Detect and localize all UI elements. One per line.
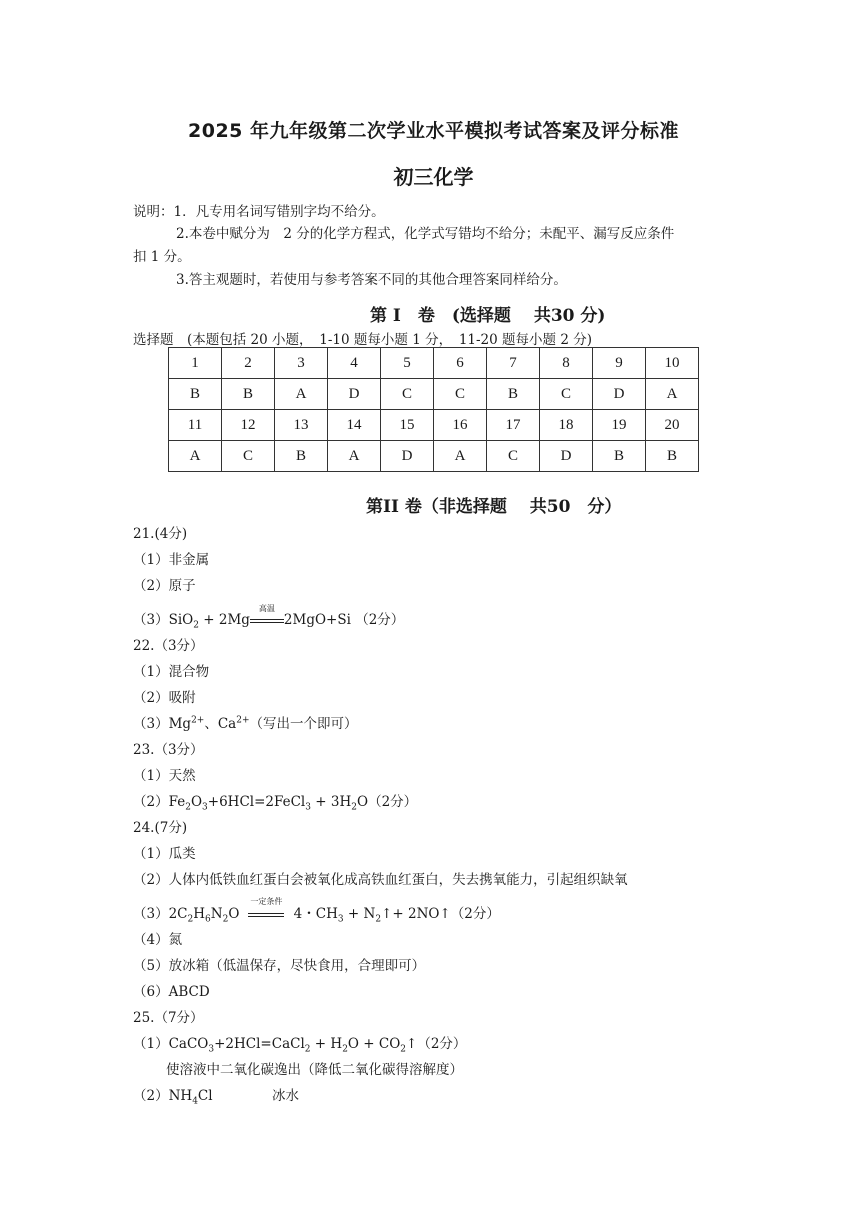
formula-sub: 2	[193, 620, 199, 631]
table-cell: A	[646, 379, 699, 410]
q23-a1: （1）天然	[133, 768, 196, 784]
formula-sub: 3	[337, 914, 344, 925]
formula-text: + 3H	[311, 794, 352, 810]
formula-text: + H	[310, 1036, 343, 1052]
q22-a3	[133, 712, 358, 732]
q24-a2: （2）人体内低铁血红蛋白会被氧化成高铁血红蛋白，失去携氧能力，引起组织缺氧	[133, 872, 628, 888]
table-cell: D	[381, 441, 434, 472]
table-cell: 10	[646, 348, 699, 379]
formula-sub: 2	[342, 1044, 348, 1055]
formula-text: O + CO	[347, 1036, 401, 1052]
q24-a3	[133, 897, 500, 925]
table-cell: A	[434, 441, 487, 472]
formula-text: O（2分）	[357, 794, 418, 810]
table-cell: A	[169, 441, 222, 472]
table-row	[169, 441, 699, 472]
formula-sub: 3	[202, 802, 208, 813]
table-row	[169, 348, 699, 379]
q24-a1: （1）瓜类	[133, 846, 196, 862]
q21-a2: （2）原子	[133, 578, 196, 594]
note-1: 说明：1．凡专用名词写错别字均不给分。	[133, 204, 385, 220]
table-cell: 16	[434, 410, 487, 441]
formula-text: 、Ca	[204, 716, 237, 732]
formula-sub: 6	[205, 914, 211, 925]
formula-text: N	[210, 906, 223, 922]
q22-a2: （2）吸附	[133, 690, 196, 706]
q24-a4: （4）氮	[133, 932, 183, 948]
page-title: 2025 年九年级第二次学业水平模拟考试答案及评分标准	[188, 120, 679, 142]
q23-head: 23.（3分）	[133, 742, 204, 758]
table-cell: B	[593, 441, 646, 472]
table-cell: 6	[434, 348, 487, 379]
q25-a1	[133, 1032, 466, 1055]
q24-a6: （6）ABCD	[133, 984, 210, 1000]
formula-text: ↑+ 2NO↑（2分）	[381, 906, 500, 922]
table-cell: 17	[487, 410, 540, 441]
q24-a5: （5）放冰箱（低温保存，尽快食用，合理即可）	[133, 958, 426, 974]
table-cell: B	[222, 379, 275, 410]
formula-text: H	[193, 906, 206, 922]
condition-label: 一定条件	[250, 897, 283, 906]
formula-text: （3）2C	[133, 906, 188, 922]
table-cell: C	[381, 379, 434, 410]
table-cell: B	[646, 441, 699, 472]
formula-sup: 2+	[236, 715, 250, 726]
q21-a1: （1）非金属	[133, 552, 210, 568]
q23-a2	[133, 790, 417, 813]
q22-head: 22.（3分）	[133, 638, 204, 654]
answer-table	[168, 347, 699, 472]
table-cell: 19	[593, 410, 646, 441]
formula-text: O	[228, 906, 240, 922]
formula-text: +6HCl=2FeCl	[207, 794, 306, 810]
q21-a3	[133, 604, 405, 631]
table-row	[169, 410, 699, 441]
table-cell: 3	[275, 348, 328, 379]
table-cell: 1	[169, 348, 222, 379]
formula-text: （写出一个即可）	[249, 716, 358, 732]
table-cell: 15	[381, 410, 434, 441]
q24-head: 24.(7分)	[133, 820, 188, 836]
table-cell: 13	[275, 410, 328, 441]
condition-label: 高温	[258, 604, 275, 613]
formula-sub: 3	[208, 1044, 215, 1055]
page-subtitle: 初三化学	[393, 165, 474, 189]
table-cell: 12	[222, 410, 275, 441]
table-cell: C	[487, 441, 540, 472]
table-cell: 2	[222, 348, 275, 379]
formula-text: （3）Mg	[133, 716, 192, 732]
q25-a2	[133, 1084, 213, 1107]
q22-a1: （1）混合物	[133, 664, 210, 680]
formula-text: （2）Fe	[133, 794, 186, 810]
table-cell: D	[540, 441, 593, 472]
formula-sup: 2+	[191, 715, 205, 726]
table-cell: A	[328, 441, 381, 472]
part1-intro: 选择题 (本题包括 20 小题， 1-10 题每小题 1 分， 11-20 题每小题 2 分)	[133, 332, 592, 348]
formula-sub: 3	[305, 802, 311, 813]
table-cell: 18	[540, 410, 593, 441]
formula-text: + N	[343, 906, 376, 922]
table-cell: B	[487, 379, 540, 410]
double-equals	[248, 913, 284, 917]
formula-text: +2HCl=CaCl	[214, 1036, 305, 1052]
table-cell: 14	[328, 410, 381, 441]
double-equals	[250, 619, 284, 623]
part2-heading: 第II 卷（非选择题 共50 分）	[366, 497, 622, 517]
table-cell: 20	[646, 410, 699, 441]
formula-text: + 2Mg	[198, 612, 250, 628]
table-cell: 9	[593, 348, 646, 379]
formula-text: O	[190, 794, 203, 810]
table-cell: B	[169, 379, 222, 410]
part1-heading: 第 I 卷 (选择题 共30 分)	[370, 306, 606, 326]
formula-sub: 2	[400, 1044, 407, 1055]
formula-text: （3）SiO	[133, 612, 194, 628]
table-cell: C	[540, 379, 593, 410]
table-cell: A	[275, 379, 328, 410]
reaction-condition	[243, 897, 289, 922]
table-row	[169, 379, 699, 410]
table-cell: 4	[328, 348, 381, 379]
formula-sub: 2	[187, 914, 194, 925]
formula-text: （1）CaCO	[133, 1036, 209, 1052]
formula-sub: 2	[351, 802, 357, 813]
q25-a1-note: 使溶液中二氧化碳逸出（降低二氧化碳得溶解度）	[166, 1062, 463, 1078]
reaction-condition	[250, 604, 284, 628]
table-cell: 7	[487, 348, 540, 379]
table-cell: C	[434, 379, 487, 410]
note-2: 2.本卷中赋分为 2 分的化学方程式，化学式写错均不给分；未配平、漏写反应条件	[176, 226, 675, 242]
table-cell: B	[275, 441, 328, 472]
formula-sub: 2	[375, 914, 382, 925]
q21-head: 21.(4分)	[133, 526, 188, 542]
q25-a2-col2: 冰水	[272, 1088, 299, 1104]
table-cell: C	[222, 441, 275, 472]
formula-text: 2MgO+Si （2分）	[283, 612, 405, 628]
table-cell: D	[328, 379, 381, 410]
formula-text: ↑（2分）	[406, 1036, 467, 1052]
formula-text: 4・CH	[289, 906, 338, 922]
table-cell: 5	[381, 348, 434, 379]
table-cell: 11	[169, 410, 222, 441]
formula-sub: 2	[304, 1044, 311, 1055]
formula-text: Cl	[197, 1088, 213, 1104]
formula-sub: 2	[222, 914, 229, 925]
formula-sub: 4	[192, 1096, 198, 1107]
note-3: 3.答主观题时，若使用与参考答案不同的其他合理答案同样给分。	[176, 272, 567, 288]
q25-head: 25.（7分）	[133, 1010, 204, 1026]
note-2-cont: 扣 1 分。	[133, 249, 191, 265]
table-cell: D	[593, 379, 646, 410]
formula-sub: 2	[185, 802, 191, 813]
formula-text: （2）NH	[133, 1088, 193, 1104]
table-cell: 8	[540, 348, 593, 379]
